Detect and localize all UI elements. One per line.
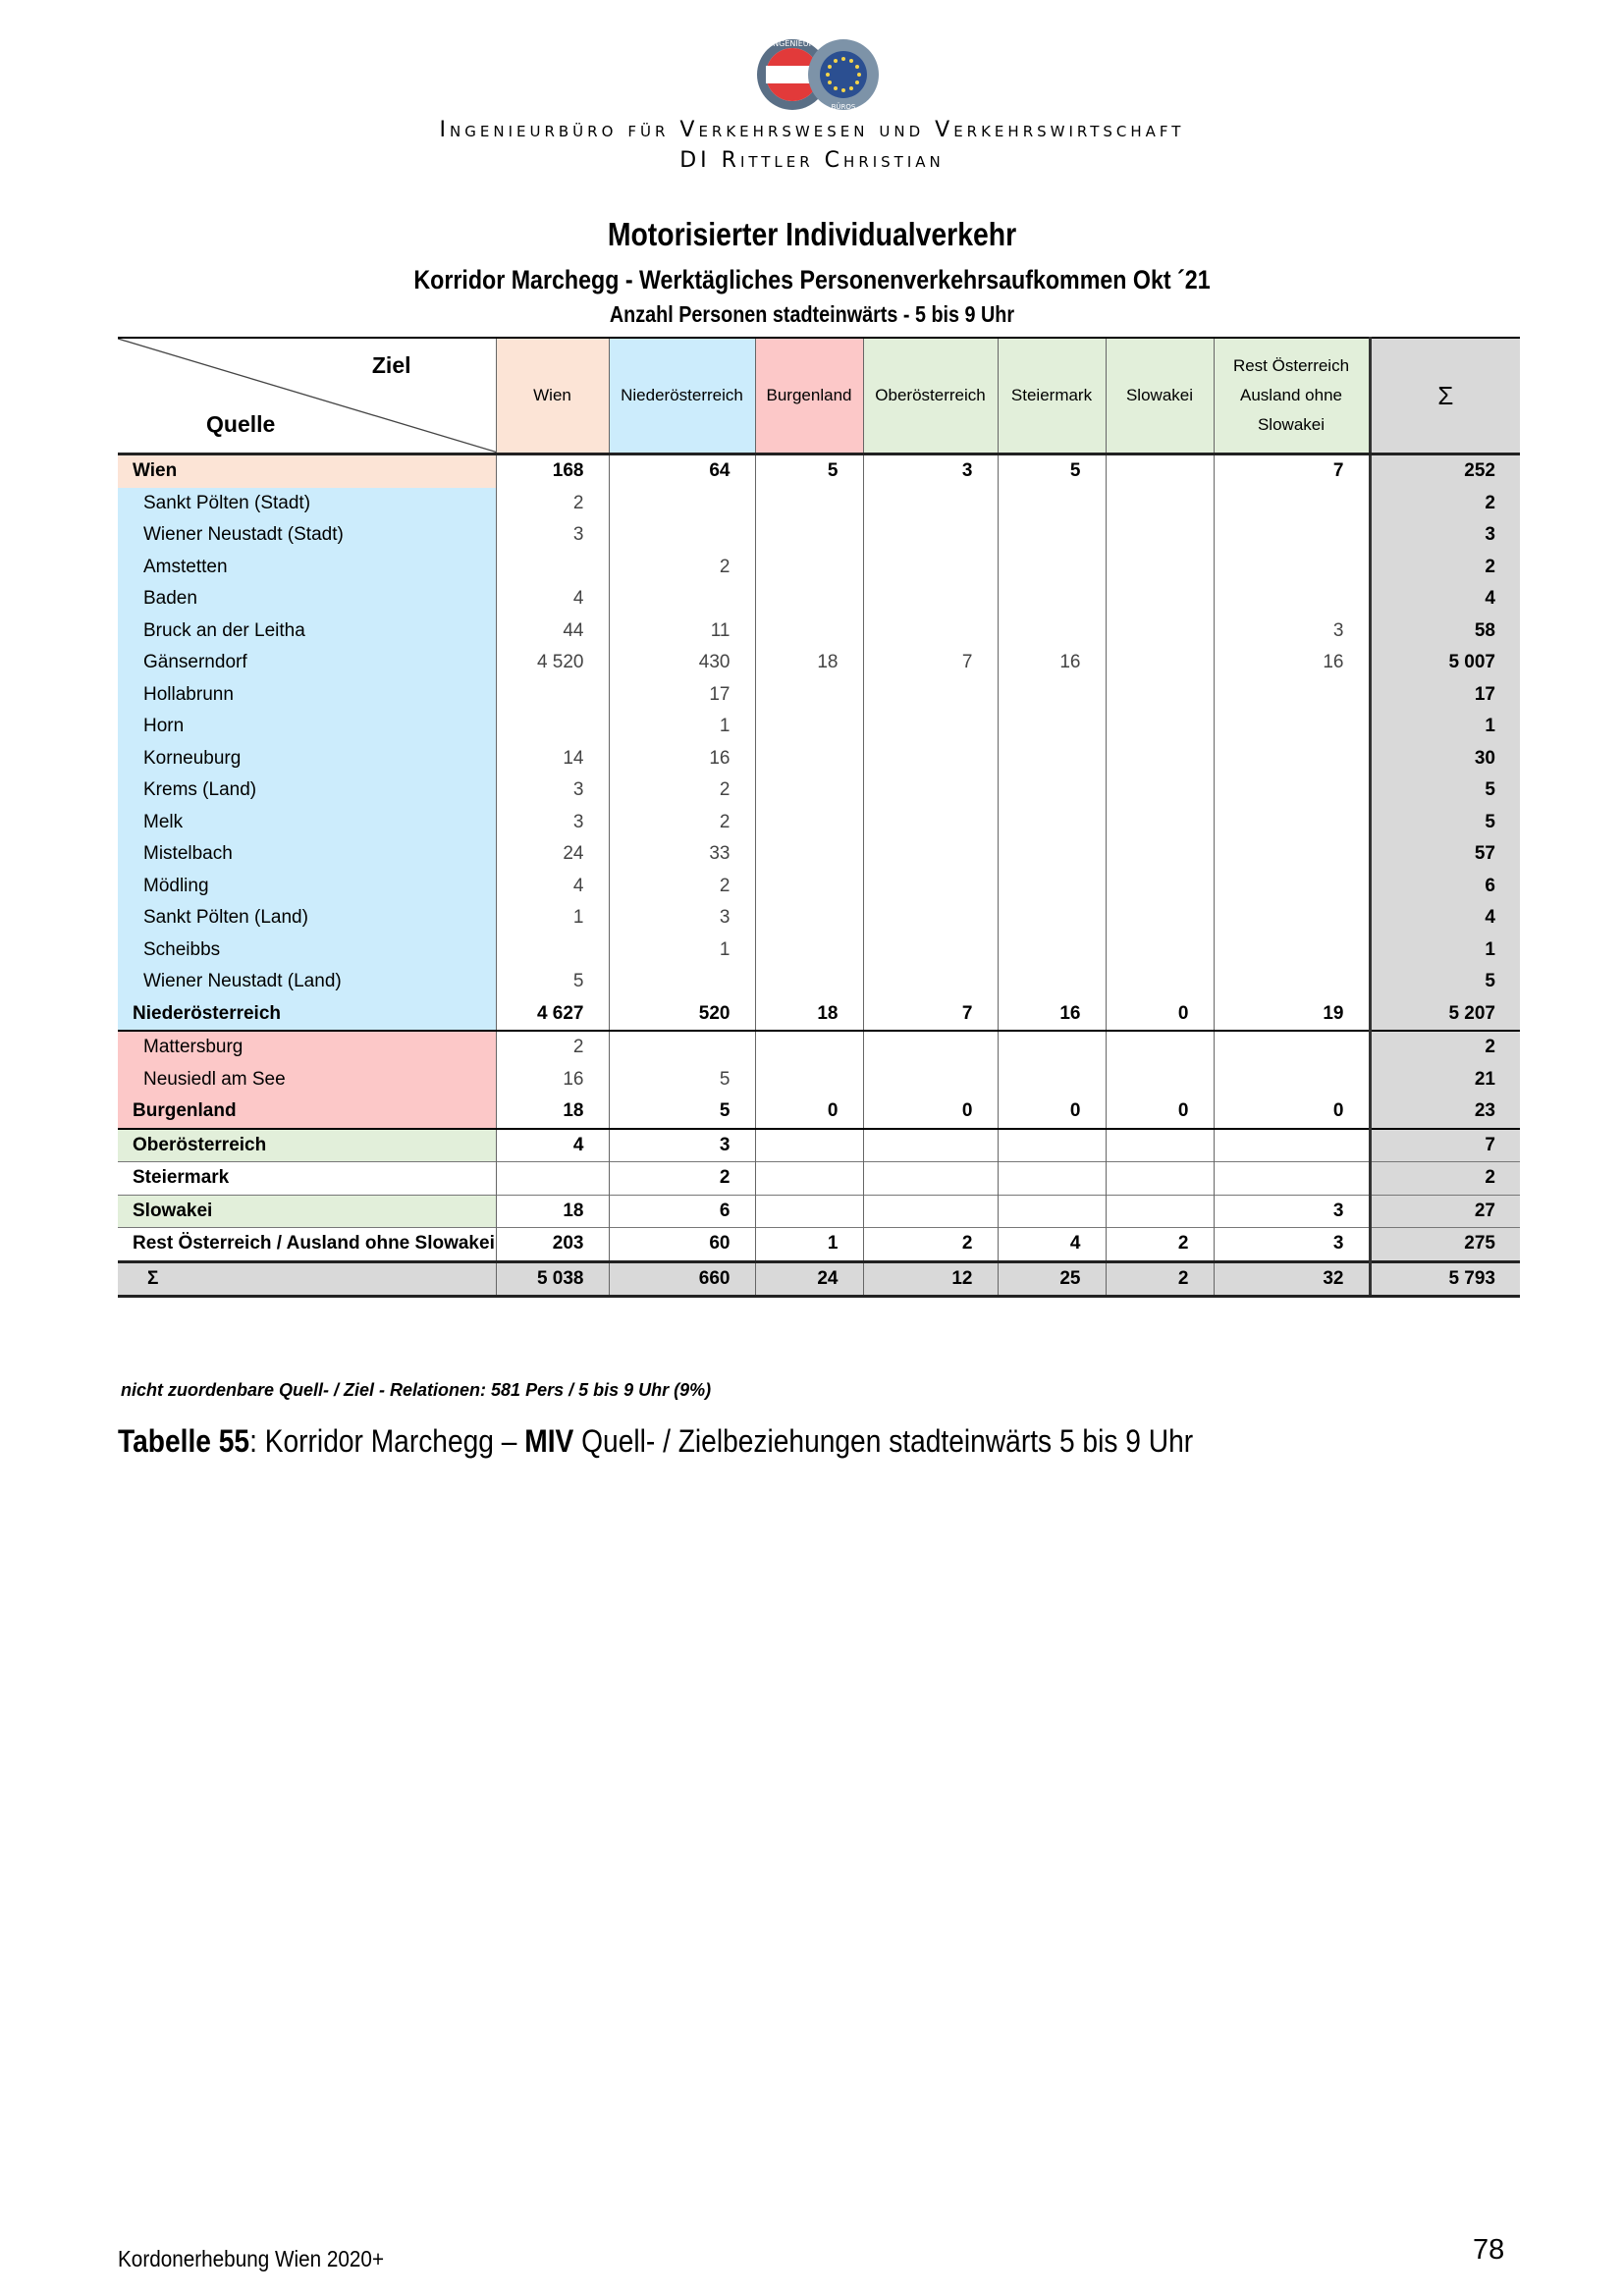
cell-value <box>1106 1064 1214 1096</box>
footer-document-title: Kordonerhebung Wien 2020+ <box>118 2246 385 2271</box>
table-row-district <box>118 488 1520 520</box>
cell-value <box>1106 454 1214 488</box>
cell-value <box>755 519 863 552</box>
cell-value: 16 <box>496 1064 609 1096</box>
logo-text-top: INGENIEUR <box>770 39 815 48</box>
cell-value: 18 <box>755 998 863 1032</box>
row-label: Rest Österreich / Ausland ohne Slowakei <box>118 1228 496 1262</box>
table-row-region <box>118 1162 1520 1196</box>
cell-value <box>998 1031 1106 1064</box>
table-row-district <box>118 583 1520 615</box>
cell-value <box>998 1064 1106 1096</box>
table-body <box>118 454 1520 1297</box>
cell-value <box>1106 583 1214 615</box>
cell-value: 430 <box>609 647 755 679</box>
cell-value <box>609 966 755 998</box>
cell-value: 12 <box>863 1261 998 1297</box>
office-name-line1: Ingenieurbüro für Verkehrswesen und Verkehrswirtschaft <box>439 118 1185 142</box>
cell-value: 7 <box>863 647 998 679</box>
row-label: Mattersburg <box>118 1031 496 1064</box>
corner-cell <box>118 338 496 454</box>
table-caption <box>118 1423 1193 1460</box>
row-sum: 30 <box>1370 743 1520 775</box>
cell-value <box>863 679 998 712</box>
cell-value <box>998 902 1106 934</box>
cell-value <box>755 1195 863 1228</box>
cell-value: 25 <box>998 1261 1106 1297</box>
cell-value <box>1214 743 1370 775</box>
row-sum: 7 <box>1370 1129 1520 1162</box>
cell-value <box>609 583 755 615</box>
caption-label: Tabelle 55 <box>118 1423 250 1459</box>
row-sum: 4 <box>1370 583 1520 615</box>
row-sum: 2 <box>1370 552 1520 584</box>
cell-value: 11 <box>609 615 755 648</box>
cell-value <box>496 1162 609 1196</box>
table-row-district <box>118 615 1520 648</box>
cell-value: 4 520 <box>496 647 609 679</box>
cell-value <box>496 552 609 584</box>
table-row-district <box>118 679 1520 712</box>
row-label: Wien <box>118 454 496 488</box>
row-label: Σ <box>118 1261 496 1297</box>
cell-value: 4 <box>496 583 609 615</box>
cell-value: 2 <box>609 774 755 807</box>
cell-value <box>998 615 1106 648</box>
cell-value: 520 <box>609 998 755 1032</box>
table-row-district <box>118 838 1520 871</box>
corner-source-label: Quelle <box>206 411 276 437</box>
cell-value: 2 <box>609 807 755 839</box>
cell-value: 16 <box>998 998 1106 1032</box>
cell-value: 17 <box>609 679 755 712</box>
row-sum: 5 <box>1370 966 1520 998</box>
cell-value <box>755 1162 863 1196</box>
cell-value <box>1106 807 1214 839</box>
cell-value <box>863 552 998 584</box>
cell-value: 0 <box>1106 1095 1214 1129</box>
cell-value <box>1106 934 1214 967</box>
cell-value <box>755 1129 863 1162</box>
row-label: Scheibbs <box>118 934 496 967</box>
cell-value: 4 <box>998 1228 1106 1262</box>
cell-value: 3 <box>1214 1195 1370 1228</box>
cell-value: 6 <box>609 1195 755 1228</box>
corner-dest-label: Ziel <box>371 352 411 378</box>
table-row-district <box>118 934 1520 967</box>
cell-value <box>755 711 863 743</box>
row-sum: 5 793 <box>1370 1261 1520 1297</box>
cell-value <box>1214 519 1370 552</box>
row-label: Wiener Neustadt (Stadt) <box>118 519 496 552</box>
caption-bold-term: MIV <box>524 1423 574 1459</box>
cell-value <box>1106 902 1214 934</box>
cell-value <box>1106 519 1214 552</box>
cell-value <box>863 711 998 743</box>
cell-value: 5 <box>609 1095 755 1129</box>
row-label: Sankt Pölten (Land) <box>118 902 496 934</box>
cell-value <box>609 519 755 552</box>
table-row-district <box>118 519 1520 552</box>
header-row <box>118 338 1520 454</box>
table-row-region <box>118 1195 1520 1228</box>
cell-value: 4 <box>496 1129 609 1162</box>
cell-value <box>755 871 863 903</box>
cell-value: 2 <box>609 1162 755 1196</box>
cell-value: 2 <box>496 1031 609 1064</box>
cell-value <box>863 1129 998 1162</box>
cell-value: 60 <box>609 1228 755 1262</box>
cell-value <box>863 615 998 648</box>
cell-value <box>863 966 998 998</box>
cell-value <box>863 1162 998 1196</box>
cell-value <box>998 934 1106 967</box>
cell-value <box>998 583 1106 615</box>
diagonal-line <box>118 339 496 453</box>
row-label: Niederösterreich <box>118 998 496 1032</box>
cell-value <box>1106 552 1214 584</box>
cell-value <box>1214 1031 1370 1064</box>
cell-value <box>1214 1162 1370 1196</box>
cell-value <box>496 934 609 967</box>
table-row-district <box>118 774 1520 807</box>
table-row-district <box>118 807 1520 839</box>
col-header-slowakei: Slowakei <box>1106 338 1214 454</box>
cell-value: 33 <box>609 838 755 871</box>
row-sum: 58 <box>1370 615 1520 648</box>
cell-value <box>1106 1195 1214 1228</box>
table-main-title: Motorisierter Individualverkehr <box>607 216 1017 252</box>
cell-value <box>755 583 863 615</box>
cell-value <box>1214 1064 1370 1096</box>
cell-value: 18 <box>496 1095 609 1129</box>
row-sum: 17 <box>1370 679 1520 712</box>
cell-value <box>1214 1129 1370 1162</box>
cell-value <box>1106 1031 1214 1064</box>
cell-value <box>1106 679 1214 712</box>
row-sum: 5 007 <box>1370 647 1520 679</box>
cell-value: 168 <box>496 454 609 488</box>
cell-value <box>1214 871 1370 903</box>
cell-value: 32 <box>1214 1261 1370 1297</box>
cell-value: 16 <box>1214 647 1370 679</box>
cell-value <box>998 774 1106 807</box>
cell-value: 3 <box>1214 1228 1370 1262</box>
cell-value <box>755 1064 863 1096</box>
cell-value <box>1214 583 1370 615</box>
cell-value <box>1106 743 1214 775</box>
cell-value <box>1106 615 1214 648</box>
row-sum: 6 <box>1370 871 1520 903</box>
table-row-region <box>118 998 1520 1032</box>
cell-value <box>1106 1129 1214 1162</box>
logo-text-bottom: BÜROS <box>831 103 856 111</box>
cell-value <box>998 807 1106 839</box>
cell-value <box>1106 647 1214 679</box>
cell-value <box>863 838 998 871</box>
cell-value <box>998 711 1106 743</box>
cell-value: 0 <box>998 1095 1106 1129</box>
row-sum: 23 <box>1370 1095 1520 1129</box>
row-sum: 1 <box>1370 934 1520 967</box>
table-row-district <box>118 966 1520 998</box>
row-sum: 2 <box>1370 488 1520 520</box>
cell-value: 0 <box>755 1095 863 1129</box>
cell-value <box>1214 488 1370 520</box>
cell-value: 1 <box>496 902 609 934</box>
unassignable-note: nicht zuordenbare Quell- / Ziel - Relationen: 581 Pers / 5 bis 9 Uhr (9%) <box>121 1380 712 1400</box>
col-header-sum: Σ <box>1370 338 1520 454</box>
cell-value: 2 <box>609 552 755 584</box>
cell-value <box>755 615 863 648</box>
cell-value <box>609 1031 755 1064</box>
table-row-district <box>118 647 1520 679</box>
table-row-district <box>118 1031 1520 1064</box>
row-sum: 21 <box>1370 1064 1520 1096</box>
cell-value: 3 <box>1214 615 1370 648</box>
row-sum: 3 <box>1370 519 1520 552</box>
cell-value: 2 <box>496 488 609 520</box>
cell-value <box>863 583 998 615</box>
cell-value <box>998 1162 1106 1196</box>
row-sum: 5 207 <box>1370 998 1520 1032</box>
row-label: Melk <box>118 807 496 839</box>
cell-value: 5 <box>496 966 609 998</box>
cell-value <box>755 488 863 520</box>
cell-value: 2 <box>863 1228 998 1262</box>
cell-value: 16 <box>609 743 755 775</box>
cell-value <box>1106 711 1214 743</box>
cell-value: 3 <box>609 902 755 934</box>
row-label: Hollabrunn <box>118 679 496 712</box>
cell-value <box>755 838 863 871</box>
cell-value <box>755 807 863 839</box>
cell-value: 24 <box>755 1261 863 1297</box>
table-row-district <box>118 902 1520 934</box>
table-subtitle: Korridor Marchegg - Werktägliches Personenverkehrsaufkommen Okt ´21 <box>413 265 1211 294</box>
col-header-wien: Wien <box>496 338 609 454</box>
cell-value: 5 <box>998 454 1106 488</box>
caption-part2: Quell- / Zielbeziehungen stadteinwärts 5 bis 9 Uhr <box>573 1423 1194 1459</box>
cell-value: 203 <box>496 1228 609 1262</box>
col-header-steiermark: Steiermark <box>998 338 1106 454</box>
cell-value: 4 627 <box>496 998 609 1032</box>
cell-value: 3 <box>496 519 609 552</box>
cell-value <box>998 552 1106 584</box>
row-label: Oberösterreich <box>118 1129 496 1162</box>
cell-value <box>1214 934 1370 967</box>
row-sum: 5 <box>1370 807 1520 839</box>
table-row-region <box>118 1129 1520 1162</box>
cell-value <box>863 743 998 775</box>
cell-value <box>496 679 609 712</box>
row-label: Mistelbach <box>118 838 496 871</box>
table-row-district <box>118 1064 1520 1096</box>
cell-value <box>863 1031 998 1064</box>
cell-value <box>863 519 998 552</box>
cell-value <box>755 1031 863 1064</box>
row-label: Bruck an der Leitha <box>118 615 496 648</box>
cell-value <box>998 488 1106 520</box>
company-logo <box>744 35 892 114</box>
cell-value <box>863 871 998 903</box>
cell-value <box>863 488 998 520</box>
cell-value <box>1214 552 1370 584</box>
cell-value <box>1214 966 1370 998</box>
cell-value: 18 <box>496 1195 609 1228</box>
cell-value <box>609 488 755 520</box>
row-sum: 4 <box>1370 902 1520 934</box>
row-sum: 275 <box>1370 1228 1520 1262</box>
row-label: Steiermark <box>118 1162 496 1196</box>
cell-value: 14 <box>496 743 609 775</box>
cell-value <box>998 838 1106 871</box>
cell-value: 64 <box>609 454 755 488</box>
caption-part1: : Korridor Marchegg – <box>249 1423 525 1459</box>
cell-value: 3 <box>496 774 609 807</box>
cell-value: 2 <box>1106 1261 1214 1297</box>
row-sum: 1 <box>1370 711 1520 743</box>
cell-value <box>1214 711 1370 743</box>
row-label: Wiener Neustadt (Land) <box>118 966 496 998</box>
row-label: Krems (Land) <box>118 774 496 807</box>
cell-value: 18 <box>755 647 863 679</box>
cell-value: 660 <box>609 1261 755 1297</box>
cell-value: 7 <box>863 998 998 1032</box>
cell-value: 0 <box>863 1095 998 1129</box>
row-label: Neusiedl am See <box>118 1064 496 1096</box>
cell-value <box>1106 1162 1214 1196</box>
row-label: Korneuburg <box>118 743 496 775</box>
cell-value <box>998 871 1106 903</box>
row-sum: 2 <box>1370 1162 1520 1196</box>
page-number: 78 <box>1473 2234 1505 2266</box>
cell-value <box>1106 488 1214 520</box>
cell-value: 1 <box>755 1228 863 1262</box>
cell-value: 7 <box>1214 454 1370 488</box>
cell-value: 1 <box>609 711 755 743</box>
table-row-grand-total <box>118 1261 1520 1297</box>
row-label: Sankt Pölten (Stadt) <box>118 488 496 520</box>
cell-value: 16 <box>998 647 1106 679</box>
table-subtitle-2: Anzahl Personen stadteinwärts - 5 bis 9 Uhr <box>609 301 1015 327</box>
row-label: Burgenland <box>118 1095 496 1129</box>
cell-value <box>1106 871 1214 903</box>
cell-value <box>998 966 1106 998</box>
row-sum: 5 <box>1370 774 1520 807</box>
cell-value: 3 <box>496 807 609 839</box>
cell-value <box>755 679 863 712</box>
row-sum: 2 <box>1370 1031 1520 1064</box>
table-row-district <box>118 552 1520 584</box>
cell-value <box>998 1195 1106 1228</box>
row-label: Mödling <box>118 871 496 903</box>
cell-value: 5 <box>609 1064 755 1096</box>
cell-value <box>998 743 1106 775</box>
cell-value <box>1214 902 1370 934</box>
table-row-region <box>118 454 1520 488</box>
cell-value <box>755 552 863 584</box>
cell-value: 5 <box>755 454 863 488</box>
row-label: Horn <box>118 711 496 743</box>
col-header-rest: Rest Österreich Ausland ohne Slowakei <box>1214 338 1370 454</box>
table-row-district <box>118 871 1520 903</box>
cell-value: 2 <box>1106 1228 1214 1262</box>
cell-value <box>1106 838 1214 871</box>
cell-value <box>1214 838 1370 871</box>
cell-value <box>1214 679 1370 712</box>
cell-value: 44 <box>496 615 609 648</box>
cell-value <box>1106 774 1214 807</box>
cell-value: 1 <box>609 934 755 967</box>
row-label: Baden <box>118 583 496 615</box>
cell-value <box>998 1129 1106 1162</box>
table-row-district <box>118 711 1520 743</box>
row-label: Slowakei <box>118 1195 496 1228</box>
cell-value <box>755 774 863 807</box>
cell-value <box>998 679 1106 712</box>
cell-value <box>1106 966 1214 998</box>
row-sum: 57 <box>1370 838 1520 871</box>
office-name-line2: DI Rittler Christian <box>679 148 945 173</box>
cell-value <box>755 902 863 934</box>
cell-value: 19 <box>1214 998 1370 1032</box>
row-sum: 27 <box>1370 1195 1520 1228</box>
cell-value <box>998 519 1106 552</box>
cell-value <box>1214 807 1370 839</box>
row-label: Gänserndorf <box>118 647 496 679</box>
table-row-district <box>118 743 1520 775</box>
col-header-burgenland: Burgenland <box>755 338 863 454</box>
cell-value <box>863 807 998 839</box>
cell-value: 0 <box>1106 998 1214 1032</box>
cell-value: 3 <box>863 454 998 488</box>
od-matrix-table <box>118 337 1520 1298</box>
cell-value <box>755 934 863 967</box>
cell-value <box>863 774 998 807</box>
table-row-region <box>118 1228 1520 1262</box>
cell-value <box>863 1064 998 1096</box>
cell-value <box>863 1195 998 1228</box>
cell-value <box>755 966 863 998</box>
col-header-niederoesterreich: Niederösterreich <box>609 338 755 454</box>
row-label: Amstetten <box>118 552 496 584</box>
cell-value: 3 <box>609 1129 755 1162</box>
cell-value: 24 <box>496 838 609 871</box>
table-row-region <box>118 1095 1520 1129</box>
cell-value <box>496 711 609 743</box>
cell-value: 5 038 <box>496 1261 609 1297</box>
cell-value <box>1214 774 1370 807</box>
row-sum: 252 <box>1370 454 1520 488</box>
cell-value: 0 <box>1214 1095 1370 1129</box>
cell-value <box>863 934 998 967</box>
cell-value: 4 <box>496 871 609 903</box>
cell-value: 2 <box>609 871 755 903</box>
col-header-oberoesterreich: Oberösterreich <box>863 338 998 454</box>
cell-value <box>755 743 863 775</box>
cell-value <box>863 902 998 934</box>
